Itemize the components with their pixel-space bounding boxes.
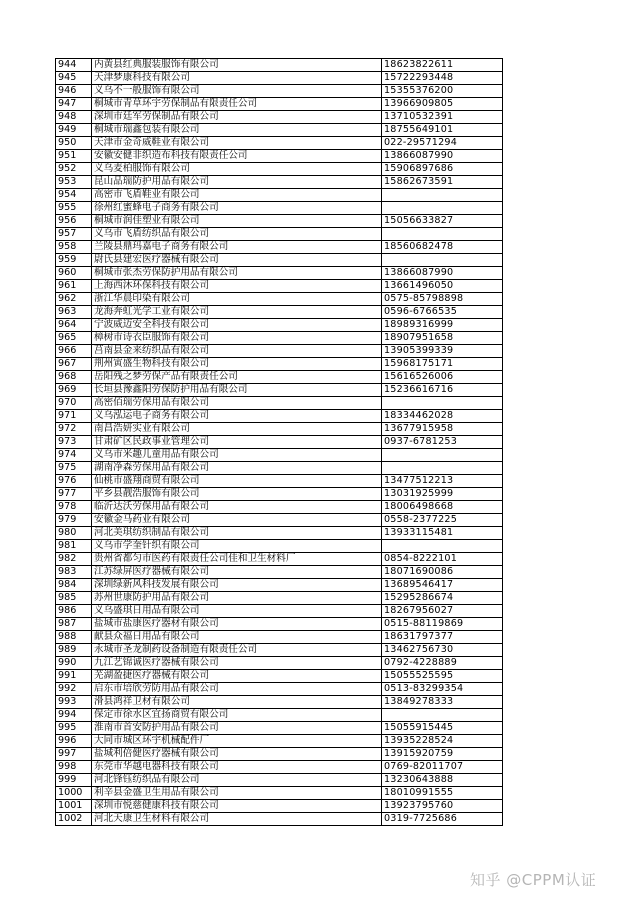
table-row xyxy=(56,345,503,358)
row-number: 956 xyxy=(56,215,92,228)
table-row xyxy=(56,449,503,462)
company-name: 深圳市廷军劳保制品有限公司 xyxy=(92,111,382,124)
row-number: 982 xyxy=(56,553,92,566)
row-number: 971 xyxy=(56,410,92,423)
row-number: 972 xyxy=(56,423,92,436)
phone-number: 18560682478 xyxy=(382,241,503,254)
phone-number xyxy=(382,254,503,267)
phone-number: 0596-6766535 xyxy=(382,306,503,319)
phone-number: 13477512213 xyxy=(382,475,503,488)
row-number: 949 xyxy=(56,124,92,137)
phone-number: 13689546417 xyxy=(382,579,503,592)
table-row xyxy=(56,527,503,540)
phone-number: 13935228524 xyxy=(382,735,503,748)
company-name: 宁波威迈安全科技有限公司 xyxy=(92,319,382,332)
company-name: 深圳市悦慈健康科技有限公司 xyxy=(92,800,382,813)
table-row xyxy=(56,59,503,72)
row-number: 994 xyxy=(56,709,92,722)
company-name: 九江艺锦诚医疗器械有限公司 xyxy=(92,657,382,670)
table-row xyxy=(56,72,503,85)
row-number: 962 xyxy=(56,293,92,306)
table-row xyxy=(56,514,503,527)
phone-number: 0319-7725686 xyxy=(382,813,503,826)
table-row xyxy=(56,683,503,696)
company-name: 贵州省都匀市医药有限责任公司佳和卫生材料厂 xyxy=(92,553,382,566)
table-row xyxy=(56,163,503,176)
phone-number: 13933115481 xyxy=(382,527,503,540)
phone-number: 18006498668 xyxy=(382,501,503,514)
company-name: 永城市圣龙制药设备制造有限责任公司 xyxy=(92,644,382,657)
table-row xyxy=(56,722,503,735)
phone-number xyxy=(382,228,503,241)
table-row xyxy=(56,267,503,280)
company-name: 莒南县金来纺织品有限公司 xyxy=(92,345,382,358)
table-row xyxy=(56,358,503,371)
table-row xyxy=(56,423,503,436)
row-number: 960 xyxy=(56,267,92,280)
company-name: 义乌不一般服饰有限公司 xyxy=(92,85,382,98)
company-name: 南昌浩妍实业有限公司 xyxy=(92,423,382,436)
phone-number: 0769-82011707 xyxy=(382,761,503,774)
row-number: 964 xyxy=(56,319,92,332)
phone-number: 0792-4228889 xyxy=(382,657,503,670)
phone-number xyxy=(382,397,503,410)
company-name: 徐州红蜜蜂电子商务有限公司 xyxy=(92,202,382,215)
company-name: 内黄县红典服装服饰有限公司 xyxy=(92,59,382,72)
table-row xyxy=(56,670,503,683)
row-number: 967 xyxy=(56,358,92,371)
row-number: 990 xyxy=(56,657,92,670)
table-row xyxy=(56,241,503,254)
phone-number: 13849278333 xyxy=(382,696,503,709)
phone-number: 15616526006 xyxy=(382,371,503,384)
company-name: 河北美琪纺织制品有限公司 xyxy=(92,527,382,540)
company-name: 桐城市润佳塑业有限公司 xyxy=(92,215,382,228)
company-name: 兰陵县鼎玛嘉电子商务有限公司 xyxy=(92,241,382,254)
row-number: 963 xyxy=(56,306,92,319)
table-row xyxy=(56,137,503,150)
table-row xyxy=(56,111,503,124)
row-number: 986 xyxy=(56,605,92,618)
row-number: 996 xyxy=(56,735,92,748)
company-name: 桐城市瑞鑫包装有限公司 xyxy=(92,124,382,137)
phone-number: 15906897686 xyxy=(382,163,503,176)
company-name: 东莞市华越电器科技有限公司 xyxy=(92,761,382,774)
row-number: 948 xyxy=(56,111,92,124)
phone-number: 15968175171 xyxy=(382,358,503,371)
row-number: 945 xyxy=(56,72,92,85)
table-row xyxy=(56,215,503,228)
row-number: 944 xyxy=(56,59,92,72)
company-name: 义乌盛琪日用品有限公司 xyxy=(92,605,382,618)
phone-number: 0575-85798898 xyxy=(382,293,503,306)
table-row xyxy=(56,462,503,475)
row-number: 985 xyxy=(56,592,92,605)
row-number: 955 xyxy=(56,202,92,215)
company-name: 滑县鸿祥卫材有限公司 xyxy=(92,696,382,709)
company-name: 安徽安健非织造布科技有限责任公司 xyxy=(92,150,382,163)
phone-number: 13866087990 xyxy=(382,150,503,163)
company-name: 昆山品瑞防护用品有限公司 xyxy=(92,176,382,189)
row-number: 966 xyxy=(56,345,92,358)
row-number: 961 xyxy=(56,280,92,293)
company-name: 义乌泓运电子商务有限公司 xyxy=(92,410,382,423)
phone-number: 13677915958 xyxy=(382,423,503,436)
company-name: 尉氏县建宏医疗器械有限公司 xyxy=(92,254,382,267)
phone-number: 0937-6781253 xyxy=(382,436,503,449)
phone-number: 0515-88119869 xyxy=(382,618,503,631)
row-number: 998 xyxy=(56,761,92,774)
phone-number: 0513-83299354 xyxy=(382,683,503,696)
table-row xyxy=(56,306,503,319)
phone-number: 15236616716 xyxy=(382,384,503,397)
table-row xyxy=(56,592,503,605)
phone-number: 13462756730 xyxy=(382,644,503,657)
company-name: 河北锋钰纺织品有限公司 xyxy=(92,774,382,787)
row-number: 973 xyxy=(56,436,92,449)
table-row xyxy=(56,176,503,189)
table-row xyxy=(56,709,503,722)
company-name: 芜湖盈捷医疗器械有限公司 xyxy=(92,670,382,683)
company-name: 天津市金奇威鞋业有限公司 xyxy=(92,137,382,150)
table-row xyxy=(56,228,503,241)
phone-number: 18755649101 xyxy=(382,124,503,137)
phone-number: 18623822611 xyxy=(382,59,503,72)
table-row xyxy=(56,501,503,514)
row-number: 979 xyxy=(56,514,92,527)
row-number: 952 xyxy=(56,163,92,176)
table-row xyxy=(56,280,503,293)
table-row xyxy=(56,579,503,592)
phone-number: 15862673591 xyxy=(382,176,503,189)
table-row xyxy=(56,631,503,644)
table-row xyxy=(56,800,503,813)
company-name: 淮南市首安防护用品有限公司 xyxy=(92,722,382,735)
table-row xyxy=(56,761,503,774)
row-number: 954 xyxy=(56,189,92,202)
table-row xyxy=(56,618,503,631)
table-row xyxy=(56,150,503,163)
phone-number: 18631797377 xyxy=(382,631,503,644)
company-name: 桐城市张杰劳保防护用品有限公司 xyxy=(92,267,382,280)
row-number: 987 xyxy=(56,618,92,631)
company-name: 龙海奔虹光学工业有限公司 xyxy=(92,306,382,319)
row-number: 989 xyxy=(56,644,92,657)
table-row xyxy=(56,85,503,98)
row-number: 957 xyxy=(56,228,92,241)
phone-number: 18071690086 xyxy=(382,566,503,579)
phone-number: 15355376200 xyxy=(382,85,503,98)
company-name: 天津梦康科技有限公司 xyxy=(92,72,382,85)
table-row xyxy=(56,332,503,345)
phone-number: 0854-8222101 xyxy=(382,553,503,566)
company-name: 长垣县豫鑫阳劳保防护用品有限公司 xyxy=(92,384,382,397)
row-number: 953 xyxy=(56,176,92,189)
phone-number: 18989316999 xyxy=(382,319,503,332)
row-number: 1001 xyxy=(56,800,92,813)
company-name: 高密市飞盾鞋业有限公司 xyxy=(92,189,382,202)
row-number: 995 xyxy=(56,722,92,735)
company-name: 盐城市盐康医疗器材有限公司 xyxy=(92,618,382,631)
table-row xyxy=(56,553,503,566)
row-number: 999 xyxy=(56,774,92,787)
company-name: 甘肃矿区民政事业管理公司 xyxy=(92,436,382,449)
phone-number: 15722293448 xyxy=(382,72,503,85)
company-name: 义乌市飞盾纺织品有限公司 xyxy=(92,228,382,241)
table-row xyxy=(56,787,503,800)
phone-number xyxy=(382,540,503,553)
company-name: 江苏绿屏医疗器械有限公司 xyxy=(92,566,382,579)
row-number: 981 xyxy=(56,540,92,553)
phone-number: 13966909805 xyxy=(382,98,503,111)
table-row xyxy=(56,384,503,397)
phone-number: 18010991555 xyxy=(382,787,503,800)
phone-number: 18267956027 xyxy=(382,605,503,618)
phone-number: 18334462028 xyxy=(382,410,503,423)
row-number: 992 xyxy=(56,683,92,696)
phone-number: 022-29571294 xyxy=(382,137,503,150)
company-name: 湖南净森劳保用品有限公司 xyxy=(92,462,382,475)
company-name: 岳阳残之梦劳保产品有限责任公司 xyxy=(92,371,382,384)
row-number: 975 xyxy=(56,462,92,475)
phone-number: 0558-2377225 xyxy=(382,514,503,527)
table-row xyxy=(56,488,503,501)
row-number: 993 xyxy=(56,696,92,709)
table-row xyxy=(56,397,503,410)
row-number: 946 xyxy=(56,85,92,98)
row-number: 958 xyxy=(56,241,92,254)
company-name: 河北天康卫生材料有限公司 xyxy=(92,813,382,826)
table-row xyxy=(56,189,503,202)
company-name: 义乌麦柏服饰有限公司 xyxy=(92,163,382,176)
row-number: 969 xyxy=(56,384,92,397)
table-row xyxy=(56,774,503,787)
table-row xyxy=(56,566,503,579)
table-row xyxy=(56,202,503,215)
table-row xyxy=(56,748,503,761)
phone-number xyxy=(382,189,503,202)
row-number: 980 xyxy=(56,527,92,540)
phone-number: 18907951658 xyxy=(382,332,503,345)
phone-number xyxy=(382,462,503,475)
company-name: 浙江华晨印染有限公司 xyxy=(92,293,382,306)
row-number: 983 xyxy=(56,566,92,579)
table-row xyxy=(56,605,503,618)
table-row xyxy=(56,293,503,306)
phone-number xyxy=(382,202,503,215)
table-row xyxy=(56,475,503,488)
phone-number: 13866087990 xyxy=(382,267,503,280)
row-number: 959 xyxy=(56,254,92,267)
row-number: 965 xyxy=(56,332,92,345)
table-row xyxy=(56,410,503,423)
phone-number xyxy=(382,449,503,462)
table-row xyxy=(56,371,503,384)
company-name: 临沂达沃劳保用品有限公司 xyxy=(92,501,382,514)
company-name: 义乌市学奎针织有限公司 xyxy=(92,540,382,553)
row-number: 968 xyxy=(56,371,92,384)
phone-number: 15295286674 xyxy=(382,592,503,605)
table-row xyxy=(56,644,503,657)
company-name: 利辛县金盛卫生用品有限公司 xyxy=(92,787,382,800)
company-name: 深圳绿新风科技发展有限公司 xyxy=(92,579,382,592)
phone-number: 13710532391 xyxy=(382,111,503,124)
company-name: 启东市培欣劳防用品有限公司 xyxy=(92,683,382,696)
company-name: 保定市徐水区宜扬商贸有限公司 xyxy=(92,709,382,722)
table-row xyxy=(56,124,503,137)
table-row xyxy=(56,254,503,267)
company-list-body xyxy=(56,59,503,826)
row-number: 947 xyxy=(56,98,92,111)
table-row xyxy=(56,319,503,332)
phone-number: 13923795760 xyxy=(382,800,503,813)
row-number: 984 xyxy=(56,579,92,592)
table-row xyxy=(56,436,503,449)
row-number: 988 xyxy=(56,631,92,644)
row-number: 1000 xyxy=(56,787,92,800)
company-name: 安徽金马药业有限公司 xyxy=(92,514,382,527)
company-name: 苏州世康防护用品有限公司 xyxy=(92,592,382,605)
phone-number: 13031925999 xyxy=(382,488,503,501)
phone-number: 13915920759 xyxy=(382,748,503,761)
table-row xyxy=(56,98,503,111)
company-name: 献县众福日用品有限公司 xyxy=(92,631,382,644)
table-row xyxy=(56,540,503,553)
row-number: 978 xyxy=(56,501,92,514)
phone-number: 15055915445 xyxy=(382,722,503,735)
company-name: 仙桃市盛翔商贸有限公司 xyxy=(92,475,382,488)
row-number: 951 xyxy=(56,150,92,163)
row-number: 977 xyxy=(56,488,92,501)
row-number: 991 xyxy=(56,670,92,683)
company-name: 平乡县靓浩服饰有限公司 xyxy=(92,488,382,501)
company-name: 桐城市青草环宇劳保制品有限责任公司 xyxy=(92,98,382,111)
table-row xyxy=(56,813,503,826)
row-number: 1002 xyxy=(56,813,92,826)
table-row xyxy=(56,696,503,709)
row-number: 976 xyxy=(56,475,92,488)
company-list-table xyxy=(55,58,503,826)
company-name: 盐城利倍健医疗器械有限公司 xyxy=(92,748,382,761)
company-name: 大同市城区环宇机械配件厂 xyxy=(92,735,382,748)
row-number: 950 xyxy=(56,137,92,150)
zhihu-watermark: 知乎 @CPPM认证 xyxy=(470,871,597,889)
phone-number xyxy=(382,709,503,722)
company-name: 樟树市诗衣臣服饰有限公司 xyxy=(92,332,382,345)
phone-number: 15056633827 xyxy=(382,215,503,228)
phone-number: 13230643888 xyxy=(382,774,503,787)
company-name: 上海西沐环保科技有限公司 xyxy=(92,280,382,293)
phone-number: 13661496050 xyxy=(382,280,503,293)
row-number: 974 xyxy=(56,449,92,462)
company-name: 荆州寅盛生物科技有限公司 xyxy=(92,358,382,371)
table-row xyxy=(56,735,503,748)
row-number: 997 xyxy=(56,748,92,761)
phone-number: 13905399339 xyxy=(382,345,503,358)
row-number: 970 xyxy=(56,397,92,410)
table-row xyxy=(56,657,503,670)
company-name: 高密佰瑞劳保用品有限公司 xyxy=(92,397,382,410)
company-name: 义乌市米趣儿童用品有限公司 xyxy=(92,449,382,462)
phone-number: 15055525595 xyxy=(382,670,503,683)
